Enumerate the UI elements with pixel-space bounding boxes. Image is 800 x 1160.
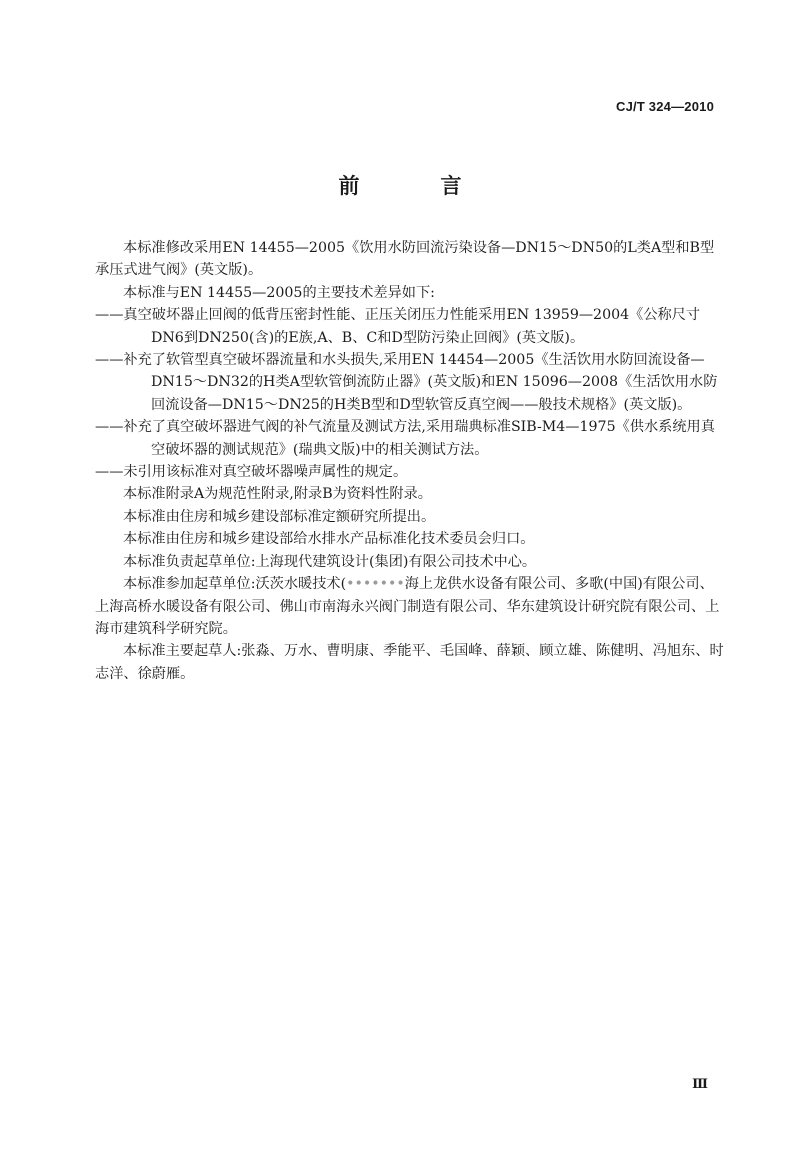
difference-item-1: ——真空破坏器止回阀的低背压密封性能、正压关闭压力性能采用EN 13959—2004《公称尺寸DN6到DN250(含)的E族,A、B、C和D型防污染止回阀》(英文版)。 (95, 307, 701, 346)
paragraph-main-drafters: 本标准主要起草人:张淼、万水、曹明康、季能平、毛国峰、薛颖、顾立雄、陈健明、冯旭东、时志洋、徐蔚雁。 (95, 643, 724, 682)
paragraph-adoption: 本标准修改采用EN 14455—2005《饮用水防回流污染设备—DN15～DN50的L类A型和B型承压式进气阀》(英文版)。 (95, 240, 715, 279)
paragraph-appendix: 本标准附录A为规范性附录,附录B为资料性附录。 (123, 486, 432, 503)
page-number: Ⅲ (692, 1077, 708, 1092)
difference-item-3: ——补充了真空破坏器进气阀的补气流量及测试方法,采用瑞典标准SIB-M4—1975《供水系统用真空破坏器的测试规范》(瑞典文版)中的相关测试方法。 (95, 419, 715, 458)
difference-item-4: ——未引用该标准对真空破坏器噪声属性的规定。 (95, 464, 408, 481)
preface-body (95, 237, 725, 685)
participating-drafters-rest: 海上龙供水设备有限公司、多歌(中国)有限公司、上海高桥水暖设备有限公司、佛山市南海永兴阀门制造有限公司、华东建筑设计研究院有限公司、上海市建筑科学研究院。 (95, 576, 720, 637)
obscured-text: ••••••• (346, 576, 405, 593)
paragraph-proposed-by: 本标准由住房和城乡建设部标准定额研究所提出。 (123, 508, 436, 525)
paragraph-differences-intro: 本标准与EN 14455—2005的主要技术差异如下: (123, 284, 435, 301)
paragraph-centralized-by: 本标准由住房和城乡建设部给水排水产品标准化技术委员会归口。 (123, 531, 535, 548)
standard-code: CJ/T 324—2010 (616, 99, 714, 114)
page-title: 前 言 (338, 174, 492, 198)
paragraph-responsible-drafter: 本标准负责起草单位:上海现代建筑设计(集团)有限公司技术中心。 (123, 553, 537, 570)
paragraph-participating-drafters (95, 573, 725, 640)
difference-item-2: ——补充了软管型真空破坏器流量和水头损失,采用EN 14454—2005《生活饮用水防回流设备—DN15～DN32的H类A型软管倒流防止器》(英文版)和EN 15096—2008《生活饮用水防回流设备—DN15～DN25的H类B型和D型软管反真空阀——般技术规格》(英文版)。 (95, 352, 718, 413)
participating-drafters-start: 本标准参加起草单位:沃茨水暖技术( (123, 576, 347, 593)
